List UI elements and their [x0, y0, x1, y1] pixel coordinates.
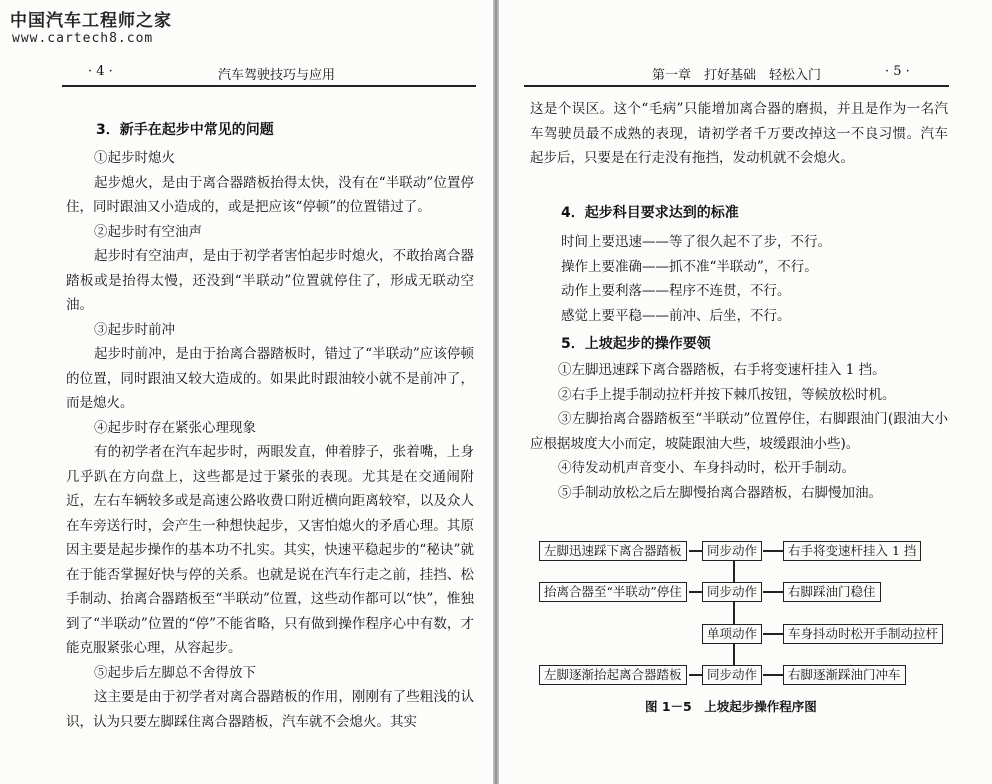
flow-connector: [763, 591, 783, 593]
flow-action-type: 单项动作: [702, 624, 762, 644]
step-item: ④待发动机声音变小、车身抖动时，松开手制动。: [558, 460, 855, 476]
continued-paragraph: 这是个误区。这个“毛病”只能增加离合器的磨损，并且是作为一名汽车驾驶员最不成熟的表现，请初学者千万要改掉这一不良习惯。汽车起步后，只要是在行走没有拖挡，发动机就不会熄火。: [530, 101, 948, 166]
right-header-rule: [524, 85, 949, 87]
paragraph: 这主要是由于初学者对离合器踏板的作用，刚刚有了些粗浅的认识，认为只要左脚踩住离合器踏板，汽车就不会熄火。其实: [66, 689, 474, 730]
step-item: ⑤手制动放松之后左脚慢抬离合器踏板，右脚慢加油。: [558, 484, 882, 501]
subheading-left-foot: ⑤起步后左脚总不舍得放下: [94, 664, 256, 681]
flow-connector: [763, 674, 783, 676]
steps-list: [530, 358, 948, 505]
book-title-header: 汽车驾驶技巧与应用: [218, 68, 336, 83]
right-page: [499, 0, 992, 784]
flow-right-step: 右脚逐渐踩油门冲车: [783, 665, 906, 685]
flow-connector: [689, 674, 702, 676]
section5-heading: 5．上坡起步的操作要领: [561, 336, 711, 352]
flow-action-type: 同步动作: [702, 582, 762, 602]
figure-caption: 图 1－5 上坡起步操作程序图: [645, 699, 817, 714]
flow-right-step: 右手将变速杆挂入 1 挡: [783, 541, 921, 561]
left-page: [0, 0, 493, 784]
flow-vertical-connector: [733, 560, 735, 676]
watermark-site-name: 中国汽车工程师之家: [10, 11, 172, 31]
standard-item: 时间上要迅速——等了很久起不了步，不行。: [561, 234, 831, 250]
paragraph: 有的初学者在汽车起步时，两眼发直，伸着脖子，张着嘴，上身几乎趴在方向盘上，这些都是过于紧张的表现。尤其是在交通闹附近，左右车辆较多或是高速公路收费口附近横向距离较窄，以及众人在车旁送行时，会产生一种想快起步，又害怕熄火的矛盾心理。其原因主要是起步操作的基本功不扎实。其实，快速平稳起步的“秘诀”就在于能否掌握好快与停的关系。也就是说在汽车行走之前，挂挡、松手制动、抬离合器踏板至“半联动”位置，这些动作都可以“快”，惟独到了“半联动”位置的“停”不能省略，只有做到操作程序心中有数，才能克服紧张心理，从容起步。: [66, 444, 474, 656]
standard-item: 感觉上要平稳——前冲、后坐，不行。: [561, 307, 791, 324]
step-item: ②右手上提手制动拉杆并按下棘爪按钮，等候放松时机。: [558, 386, 896, 403]
flow-action-type: 同步动作: [702, 665, 762, 685]
section-heading: 3．新手在起步中常见的问题: [96, 122, 274, 138]
flow-left-step: 左脚逐渐抬起离合器踏板: [539, 665, 687, 685]
subheading-stall: ①起步时熄火: [94, 150, 175, 166]
flow-connector: [689, 550, 702, 552]
watermark-url: www.cartech8.com: [12, 31, 154, 46]
step-item: ①左脚迅速踩下离合器踏板，右手将变速杆挂入 1 挡。: [558, 362, 886, 378]
standard-item: 动作上要利落——程序不连贯，不行。: [561, 283, 791, 299]
subheading-nervousness: ④起步时存在紧张心理现象: [94, 419, 256, 436]
chapter-title-header: 第一章 打好基础 轻松入门: [652, 68, 822, 83]
section4-heading: 4．起步科目要求达到的标准: [561, 205, 739, 221]
subheading-empty-throttle: ②起步时有空油声: [94, 223, 202, 240]
subheading-lurch: ③起步时前冲: [94, 321, 175, 338]
flow-connector: [763, 550, 783, 552]
paragraph: 起步熄火，是由于离合器踏板抬得太快，没有在“半联动”位置停住，同时跟油又小造成的，或是把应该“停顿”的位置错过了。: [66, 174, 474, 215]
standards-list: [561, 230, 831, 328]
paragraph: 起步时有空油声，是由于初学者害怕起步时熄火，不敢抬离合器踏板或是抬得太慢，还没到“半联动”位置就停住了，形成无联动空油。: [66, 248, 474, 313]
flow-connector: [763, 633, 783, 635]
flow-left-step: 抬离合器至“半联动”停住: [539, 582, 687, 602]
left-header-rule: [62, 85, 476, 87]
paragraph: 起步时前冲，是由于抬离合器踏板时，错过了“半联动”应该停顿的位置，同时跟油又较大造成的。如果此时跟油较小就不是前冲了，而是熄火。: [66, 346, 474, 411]
left-page-number: · 4 ·: [88, 64, 113, 79]
standard-item: 操作上要准确——抓不准“半联动”，不行。: [561, 258, 818, 275]
step-item: ③左脚抬离合器踏板至“半联动”位置停住，右脚跟油门(跟油大小应根据坡度大小而定，坡陡跟油大些，坡缓跟油小些)。: [530, 411, 948, 452]
flow-left-step: 左脚迅速踩下离合器踏板: [539, 541, 687, 561]
left-body-text: [66, 146, 474, 734]
right-page-number: · 5 ·: [885, 64, 910, 79]
flow-right-step: 右脚踩油门稳住: [783, 582, 881, 602]
flow-connector: [689, 591, 702, 593]
flow-right-step: 车身抖动时松开手制动拉杆: [783, 624, 943, 644]
flow-action-type: 同步动作: [702, 541, 762, 561]
